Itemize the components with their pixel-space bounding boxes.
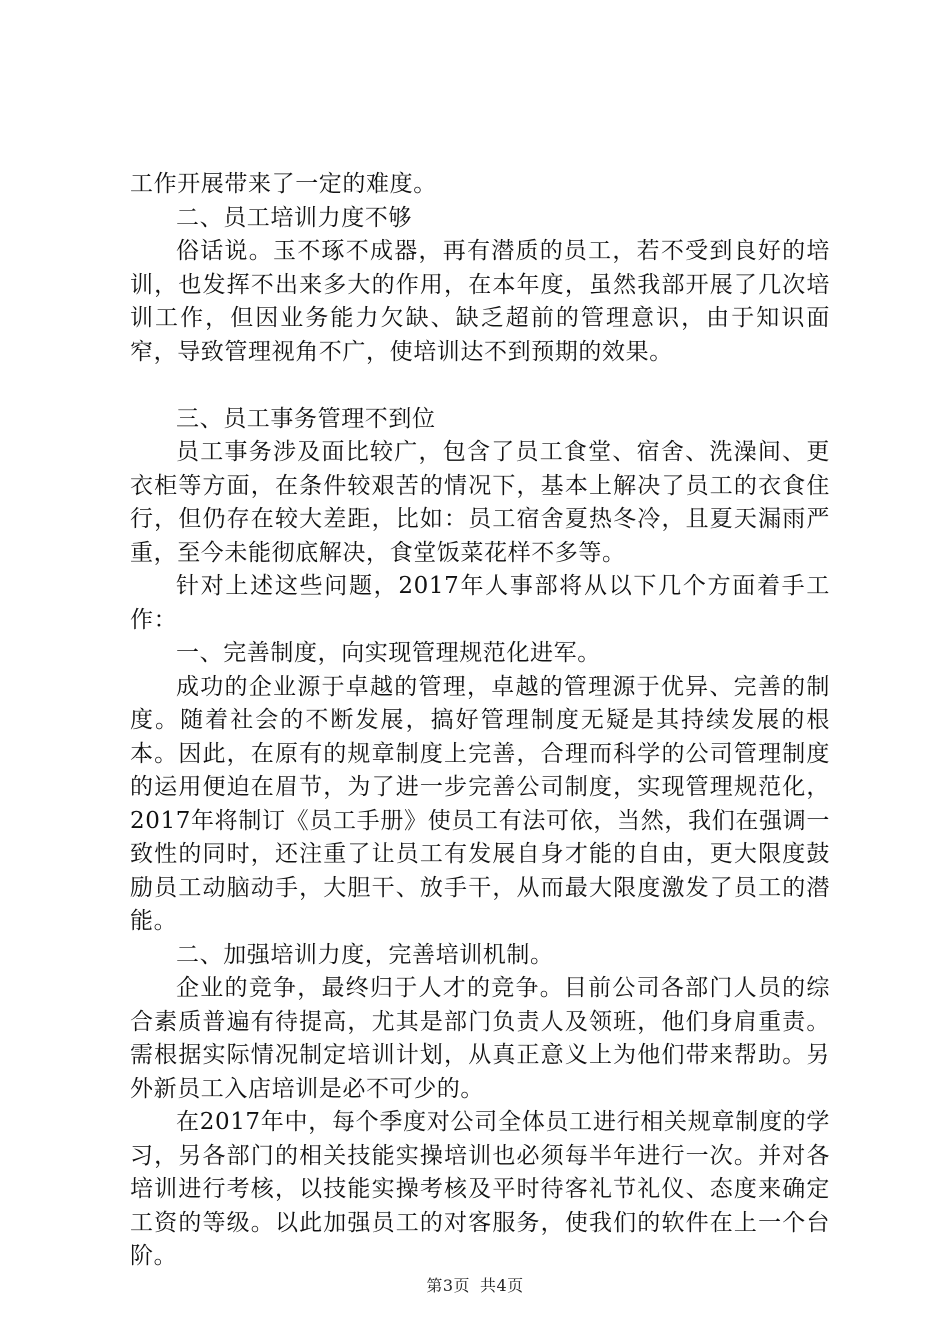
paragraph: 俗话说。玉不琢不成器，再有潜质的员工，若不受到良好的培训，也发挥不出来多大的作用，在本年度，虽然我部开展了几次培训工作，但因业务能力欠缺、缺乏超前的管理意识，由于知识面窄，导致管理视角不广，使培训达不到预期的效果。 bbox=[130, 238, 830, 365]
section-heading: 二、加强培训力度，完善培训机制。 bbox=[176, 941, 554, 968]
page-footer bbox=[0, 1273, 950, 1296]
paragraph: 针对上述这些问题，2017年人事部将从以下几个方面着手工作： bbox=[130, 573, 830, 633]
section-heading: 三、员工事务管理不到位 bbox=[176, 405, 436, 432]
paragraph: 成功的企业源于卓越的管理，卓越的管理源于优异、完善的制度。随着社会的不断发展，搞好管理制度无疑是其持续发展的根本。因此，在原有的规章制度上完善，合理而科学的公司管理制度的运用便迫在眉节，为了进一步完善公司制度，实现管理规范化，2017年将制订《员工手册》使员工有法可依，当然，我们在强调一致性的同时，还注重了让员工有发展自身才能的自由，更大限度鼓励员工动脑动手，大胆干、放手干，从而最大限度激发了员工的潜能。 bbox=[130, 673, 830, 934]
section-heading: 一、完善制度，向实现管理规范化进军。 bbox=[176, 640, 601, 666]
paragraph: 企业的竞争，最终归于人才的竞争。目前公司各部门人员的综合素质普遍有待提高，尤其是部门负责人及领班，他们身肩重责。需根据实际情况制定培训计划，从真正意义上为他们带来帮助。另外新员工入店培训是必不可少的。 bbox=[130, 975, 830, 1102]
paragraph: 在2017年中，每个季度对公司全体员工进行相关规章制度的学习，另各部门的相关技能实操培训也必须每半年进行一次。并对各培训进行考核，以技能实操考核及平时待客礼节礼仪、态度来确定工资的等级。以此加强员工的对客服务，使我们的软件在上一个台阶。 bbox=[130, 1109, 830, 1269]
paragraph: 员工事务涉及面比较广，包含了员工食堂、宿舍、洗澡间、更衣柜等方面，在条件较艰苦的情况下，基本上解决了员工的衣食住行，但仍存在较大差距，比如：员工宿舍夏热冬冷，且夏天漏雨严重，至今未能彻底解决，食堂饭菜花样不多等。 bbox=[130, 439, 830, 566]
section-heading: 二、员工培训力度不够 bbox=[176, 204, 412, 231]
paragraph: 工作开展带来了一定的难度。 bbox=[130, 171, 437, 197]
page-number: 第3页 bbox=[426, 1276, 470, 1295]
page-total: 共4页 bbox=[480, 1276, 524, 1295]
document-body bbox=[130, 168, 830, 1274]
